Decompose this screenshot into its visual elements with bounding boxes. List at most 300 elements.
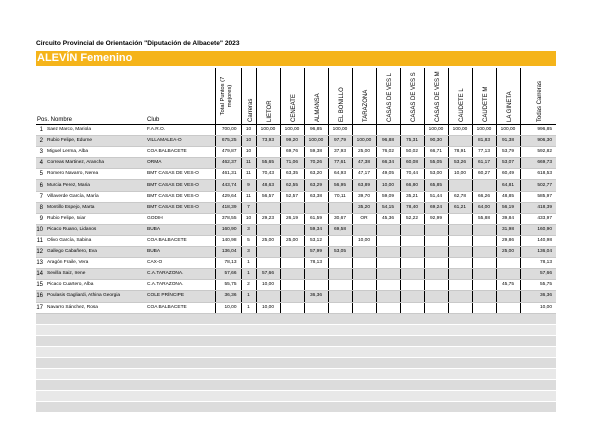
position-cell: 6 — [36, 180, 45, 191]
total-points-cell: 57,66 — [215, 269, 241, 280]
event-score-cell — [376, 269, 400, 280]
club-cell: BUBA — [145, 224, 215, 235]
event-score-cell: 57,99 — [304, 247, 328, 258]
total-points-cell: 378,55 — [215, 213, 241, 224]
all-races-cell: 585,97 — [520, 191, 556, 202]
event-score-cell: 56,19 — [496, 202, 520, 213]
position-cell: 14 — [36, 269, 45, 280]
position-cell: 4 — [36, 158, 45, 169]
all-races-cell: 996,85 — [520, 125, 556, 136]
event-score-cell: 97,79 — [328, 136, 352, 147]
total-points-cell: 675,25 — [215, 136, 241, 147]
event-score-cell: 36,36 — [304, 291, 328, 302]
event-score-cell: 59,38 — [304, 147, 328, 158]
event-score-cell: 66,26 — [472, 191, 496, 202]
event-score-cell — [304, 269, 328, 280]
club-cell: BMT CASAS DE VES-O — [145, 191, 215, 202]
event-score-cell — [472, 258, 496, 269]
empty-row — [36, 335, 556, 346]
total-points-cell: 78,13 — [215, 258, 241, 269]
event-score-cell: 100,00 — [280, 125, 304, 136]
event-score-cell — [328, 202, 352, 213]
event-score-cell: 48,85 — [496, 191, 520, 202]
event-score-cell — [376, 247, 400, 258]
name-cell: Montillo Espejo, Marta — [45, 202, 145, 213]
total-points-cell: 700,00 — [215, 125, 241, 136]
event-score-cell — [280, 258, 304, 269]
event-score-cell: 53,05 — [328, 247, 352, 258]
name-cell: Sevilla Saiz, Irene — [45, 269, 145, 280]
event-score-cell — [328, 280, 352, 291]
all-races-cell: 669,73 — [520, 158, 556, 169]
event-score-cell — [448, 291, 472, 302]
event-score-cell: 60,27 — [472, 169, 496, 180]
event-score-cell: 51,44 — [424, 191, 448, 202]
category-title: ALEVÍN Femenino — [37, 52, 133, 64]
header-event: CAUDETE M — [472, 68, 496, 125]
event-score-cell: 47,38 — [352, 158, 376, 169]
event-score-cell — [328, 258, 352, 269]
event-score-cell — [424, 291, 448, 302]
event-score-cell: 92,99 — [424, 213, 448, 224]
club-cell: F.A.R.O. — [145, 125, 215, 136]
empty-row — [36, 369, 556, 380]
name-cell: Saez Marco, Mariola — [45, 125, 145, 136]
event-score-cell: 69,58 — [328, 224, 352, 235]
event-score-cell: 25,00 — [496, 247, 520, 258]
name-cell: Navarro Sánchez, Rosa — [45, 302, 145, 313]
event-score-cell: 61,21 — [448, 202, 472, 213]
races-count-cell: 5 — [241, 235, 256, 246]
name-cell: Murcia Perez, Maria — [45, 180, 145, 191]
table-row — [36, 280, 556, 291]
table-row — [36, 291, 556, 302]
event-score-cell: 100,00 — [256, 125, 280, 136]
club-cell: VILLAMALEA-O — [145, 136, 215, 147]
event-score-cell — [280, 247, 304, 258]
position-cell: 12 — [36, 247, 45, 258]
event-score-cell — [496, 258, 520, 269]
total-points-cell: 443,74 — [215, 180, 241, 191]
event-score-cell: 96,85 — [304, 125, 328, 136]
empty-cell — [36, 369, 556, 380]
races-count-cell: 10 — [241, 125, 256, 136]
event-score-cell — [280, 202, 304, 213]
club-cell: BMT CASAS DE VES-O — [145, 180, 215, 191]
name-cell: Correas Martinez, Arancha — [45, 158, 145, 169]
club-cell: BMT CASAS DE VES-O — [145, 169, 215, 180]
name-cell: Poulasis Gagliardi, Athina Georgia — [45, 291, 145, 302]
total-points-cell: 418,39 — [215, 202, 241, 213]
document-title: Circuito Provincial de Orientación "Diputación de Albacete" 2023 — [36, 40, 240, 47]
header-event: LIETOR — [256, 68, 280, 125]
all-races-cell: 502,77 — [520, 180, 556, 191]
event-score-cell: 100,00 — [328, 125, 352, 136]
event-score-cell — [472, 302, 496, 313]
empty-row — [36, 346, 556, 357]
event-score-cell: 77,13 — [472, 147, 496, 158]
name-cell: Gallego Cabañero, Eva — [45, 247, 145, 258]
event-score-cell: 48,63 — [256, 180, 280, 191]
event-score-cell — [376, 258, 400, 269]
empty-cell — [36, 357, 556, 368]
event-score-cell: 29,86 — [496, 235, 520, 246]
races-count-cell: 11 — [241, 169, 256, 180]
table-row — [36, 191, 556, 202]
races-count-cell: 11 — [241, 191, 256, 202]
position-cell: 5 — [36, 169, 45, 180]
event-score-cell: 10,00 — [256, 302, 280, 313]
races-count-cell: 9 — [241, 180, 256, 191]
header-row — [36, 68, 556, 125]
table-row — [36, 224, 556, 235]
event-score-cell: 78,40 — [400, 202, 424, 213]
total-points-cell: 10,00 — [215, 302, 241, 313]
event-score-cell — [352, 247, 376, 258]
event-score-cell: 52,57 — [280, 191, 304, 202]
event-score-cell — [400, 269, 424, 280]
event-score-cell — [400, 258, 424, 269]
total-points-cell: 140,98 — [215, 235, 241, 246]
event-score-cell — [448, 136, 472, 147]
event-score-cell: 29,23 — [256, 213, 280, 224]
table-row — [36, 269, 556, 280]
position-cell: 2 — [36, 136, 45, 147]
all-races-cell: 140,98 — [520, 235, 556, 246]
event-score-cell: 59,09 — [376, 191, 400, 202]
header-event: LA GINETA — [496, 68, 520, 125]
name-cell: Picaco Cuartero, Alba — [45, 280, 145, 291]
table-row — [36, 158, 556, 169]
event-score-cell — [304, 302, 328, 313]
event-score-cell: 55,05 — [424, 158, 448, 169]
table-row — [36, 136, 556, 147]
event-score-cell: 66,34 — [376, 158, 400, 169]
event-score-cell: 10,00 — [352, 235, 376, 246]
event-score-cell: 77,61 — [328, 158, 352, 169]
event-score-cell — [448, 247, 472, 258]
event-score-cell: 53,07 — [496, 158, 520, 169]
all-races-cell: 57,66 — [520, 269, 556, 280]
event-score-cell: 49,05 — [376, 169, 400, 180]
event-score-cell — [424, 280, 448, 291]
all-races-cell: 160,90 — [520, 224, 556, 235]
event-score-cell: 50,02 — [400, 147, 424, 158]
event-score-cell: 10,00 — [448, 169, 472, 180]
event-score-cell: 73,93 — [256, 136, 280, 147]
event-score-cell — [352, 291, 376, 302]
name-cell: Aragón Fraile, Vera — [45, 258, 145, 269]
event-score-cell: 78,13 — [304, 258, 328, 269]
event-score-cell — [448, 224, 472, 235]
event-score-cell — [280, 280, 304, 291]
header-event: CASAS DE VES M — [424, 68, 448, 125]
event-score-cell — [304, 202, 328, 213]
event-score-cell — [280, 224, 304, 235]
races-count-cell: 1 — [241, 302, 256, 313]
event-score-cell — [472, 224, 496, 235]
event-score-cell: 96,88 — [376, 136, 400, 147]
empty-cell — [36, 324, 556, 335]
event-score-cell: 39,70 — [352, 191, 376, 202]
event-score-cell — [400, 291, 424, 302]
header-races-count: Carreras — [241, 68, 256, 125]
event-score-cell — [352, 258, 376, 269]
all-races-cell: 618,53 — [520, 169, 556, 180]
event-score-cell — [400, 125, 424, 136]
event-score-cell — [280, 269, 304, 280]
position-cell: 15 — [36, 280, 45, 291]
event-score-cell: 61,59 — [304, 213, 328, 224]
event-score-cell — [424, 269, 448, 280]
header-total: Total Puntos (7 mejores) — [215, 68, 241, 125]
event-score-cell — [424, 224, 448, 235]
event-score-cell: 63,38 — [304, 191, 328, 202]
event-score-cell: 75,31 — [400, 136, 424, 147]
position-cell: 10 — [36, 224, 45, 235]
event-score-cell — [376, 224, 400, 235]
event-score-cell: 99,20 — [280, 136, 304, 147]
event-score-cell — [496, 302, 520, 313]
position-cell: 9 — [36, 213, 45, 224]
event-score-cell — [376, 291, 400, 302]
position-cell: 7 — [36, 191, 45, 202]
event-score-cell: 70,44 — [400, 169, 424, 180]
total-points-cell: 461,31 — [215, 169, 241, 180]
total-points-cell: 479,87 — [215, 147, 241, 158]
event-score-cell: 61,17 — [472, 158, 496, 169]
club-cell: BMT CASAS DE VES-O — [145, 202, 215, 213]
event-score-cell: 59,34 — [304, 224, 328, 235]
all-races-cell: 55,75 — [520, 280, 556, 291]
event-score-cell — [352, 280, 376, 291]
event-score-cell: 71,06 — [280, 158, 304, 169]
event-score-cell: 91,38 — [496, 136, 520, 147]
event-score-cell — [472, 235, 496, 246]
event-score-cell: 100,00 — [448, 125, 472, 136]
event-score-cell: 76,02 — [376, 147, 400, 158]
event-score-cell: 10,00 — [256, 280, 280, 291]
event-score-cell: 30,67 — [328, 213, 352, 224]
event-score-cell: 35,20 — [352, 202, 376, 213]
event-score-cell: 53,12 — [304, 235, 328, 246]
event-score-cell: 100,00 — [424, 125, 448, 136]
races-count-cell: 10 — [241, 213, 256, 224]
event-score-cell — [400, 280, 424, 291]
event-score-cell: 63,20 — [304, 169, 328, 180]
header-event: TARAZONA — [352, 68, 376, 125]
club-cell: CAX-O — [145, 258, 215, 269]
event-score-cell — [376, 302, 400, 313]
table-row — [36, 147, 556, 158]
empty-cell — [36, 346, 556, 357]
event-score-cell — [328, 235, 352, 246]
club-cell: COA BALBACETE — [145, 302, 215, 313]
event-score-cell: 35,21 — [400, 191, 424, 202]
event-score-cell: 52,22 — [400, 213, 424, 224]
event-score-cell: 45,36 — [376, 213, 400, 224]
position-cell: 1 — [36, 125, 45, 136]
event-score-cell — [328, 302, 352, 313]
all-races-cell: 592,82 — [520, 147, 556, 158]
event-score-cell: 62,55 — [280, 180, 304, 191]
header-event: CAUDETE L — [448, 68, 472, 125]
event-score-cell: 56,95 — [328, 180, 352, 191]
header-all-races: Todas Carreras — [520, 68, 556, 125]
event-score-cell: 70,11 — [328, 191, 352, 202]
table-row — [36, 235, 556, 246]
races-count-cell: 10 — [241, 136, 256, 147]
event-score-cell — [376, 280, 400, 291]
event-score-cell — [256, 224, 280, 235]
header-event: EL BONILLO — [328, 68, 352, 125]
event-score-cell — [448, 235, 472, 246]
empty-row — [36, 391, 556, 402]
event-score-cell: 39,84 — [496, 213, 520, 224]
event-score-cell: 60,49 — [496, 169, 520, 180]
event-score-cell — [448, 180, 472, 191]
event-score-cell — [424, 302, 448, 313]
event-score-cell — [424, 258, 448, 269]
event-score-cell: 25,00 — [256, 235, 280, 246]
event-score-cell — [256, 291, 280, 302]
total-points-cell: 136,04 — [215, 247, 241, 258]
event-score-cell: OR — [352, 213, 376, 224]
event-score-cell — [472, 247, 496, 258]
club-cell: GODIH — [145, 213, 215, 224]
position-cell: 8 — [36, 202, 45, 213]
table-row — [36, 180, 556, 191]
event-score-cell: 25,00 — [280, 235, 304, 246]
races-count-cell: 2 — [241, 280, 256, 291]
results-body — [36, 125, 556, 413]
event-score-cell — [448, 269, 472, 280]
empty-cell — [36, 391, 556, 402]
event-score-cell: 64,93 — [328, 169, 352, 180]
total-points-cell: 160,90 — [215, 224, 241, 235]
name-cell: Romero Navarro, Nerea — [45, 169, 145, 180]
header-event: CENEATE — [280, 68, 304, 125]
event-score-cell — [328, 269, 352, 280]
races-count-cell: 1 — [241, 291, 256, 302]
header-event: ALMANSA — [304, 68, 328, 125]
empty-cell — [36, 380, 556, 391]
results-table — [36, 68, 556, 413]
event-score-cell — [496, 291, 520, 302]
total-points-cell: 462,37 — [215, 158, 241, 169]
event-score-cell: 62,78 — [448, 191, 472, 202]
empty-cell — [36, 313, 556, 324]
event-score-cell: 55,88 — [472, 213, 496, 224]
header-event: CASAS DE VES L — [376, 68, 400, 125]
position-cell: 17 — [36, 302, 45, 313]
event-score-cell — [448, 280, 472, 291]
event-score-cell: 63,89 — [352, 180, 376, 191]
races-count-cell: 11 — [241, 158, 256, 169]
event-score-cell: 54,15 — [376, 202, 400, 213]
table-row — [36, 125, 556, 136]
event-score-cell — [472, 291, 496, 302]
table-row — [36, 247, 556, 258]
total-points-cell: 55,75 — [215, 280, 241, 291]
event-score-cell: 100,00 — [352, 136, 376, 147]
event-score-cell: 47,17 — [352, 169, 376, 180]
races-count-cell: 3 — [241, 224, 256, 235]
name-cell: Picaco Ruano, Lidanos — [45, 224, 145, 235]
all-races-cell: 36,36 — [520, 291, 556, 302]
event-score-cell: 100,00 — [496, 125, 520, 136]
event-score-cell — [256, 147, 280, 158]
total-points-cell: 36,36 — [215, 291, 241, 302]
event-score-cell — [448, 213, 472, 224]
event-score-cell: 69,24 — [424, 202, 448, 213]
event-score-cell — [352, 302, 376, 313]
races-count-cell: 7 — [241, 202, 256, 213]
event-score-cell: 60,08 — [400, 158, 424, 169]
event-score-cell: 45,75 — [496, 280, 520, 291]
event-score-cell: 31,98 — [496, 224, 520, 235]
club-cell: ORMA — [145, 158, 215, 169]
event-score-cell — [280, 302, 304, 313]
event-score-cell — [448, 302, 472, 313]
event-score-cell: 53,79 — [496, 147, 520, 158]
event-score-cell: 10,00 — [376, 180, 400, 191]
event-score-cell: 57,66 — [256, 269, 280, 280]
event-score-cell — [448, 258, 472, 269]
event-score-cell: 69,76 — [280, 147, 304, 158]
empty-row — [36, 357, 556, 368]
event-score-cell — [400, 224, 424, 235]
event-score-cell — [352, 224, 376, 235]
total-points-cell: 429,64 — [215, 191, 241, 202]
name-cell: Villaverde García, María — [45, 191, 145, 202]
all-races-cell: 10,00 — [520, 302, 556, 313]
club-cell: COA BALBACETE — [145, 147, 215, 158]
event-score-cell — [352, 269, 376, 280]
event-score-cell — [400, 302, 424, 313]
event-score-cell: 81,83 — [472, 136, 496, 147]
event-score-cell — [376, 235, 400, 246]
header-event: CASAS DE VES S — [400, 68, 424, 125]
club-cell: BUBA — [145, 247, 215, 258]
header-club: Club — [145, 68, 215, 125]
position-cell: 11 — [36, 235, 45, 246]
event-score-cell: 55,65 — [256, 158, 280, 169]
event-score-cell: 65,85 — [424, 180, 448, 191]
club-cell: C.A.TARAZONA. — [145, 269, 215, 280]
all-races-cell: 136,04 — [520, 247, 556, 258]
event-score-cell — [304, 280, 328, 291]
table-row — [36, 213, 556, 224]
event-score-cell: 66,80 — [400, 180, 424, 191]
event-score-cell: 64,81 — [496, 180, 520, 191]
event-score-cell: 64,00 — [472, 202, 496, 213]
event-score-cell — [328, 291, 352, 302]
event-score-cell: 37,93 — [328, 147, 352, 158]
event-score-cell: 25,00 — [352, 147, 376, 158]
event-score-cell: 53,00 — [424, 169, 448, 180]
empty-row — [36, 380, 556, 391]
races-count-cell: 1 — [241, 269, 256, 280]
event-score-cell: 100,00 — [472, 125, 496, 136]
club-cell: COA BALBACETE — [145, 235, 215, 246]
table-row — [36, 258, 556, 269]
event-score-cell — [280, 291, 304, 302]
event-score-cell: 100,00 — [304, 136, 328, 147]
event-score-cell — [256, 247, 280, 258]
event-score-cell — [400, 247, 424, 258]
event-score-cell: 70,26 — [304, 158, 328, 169]
